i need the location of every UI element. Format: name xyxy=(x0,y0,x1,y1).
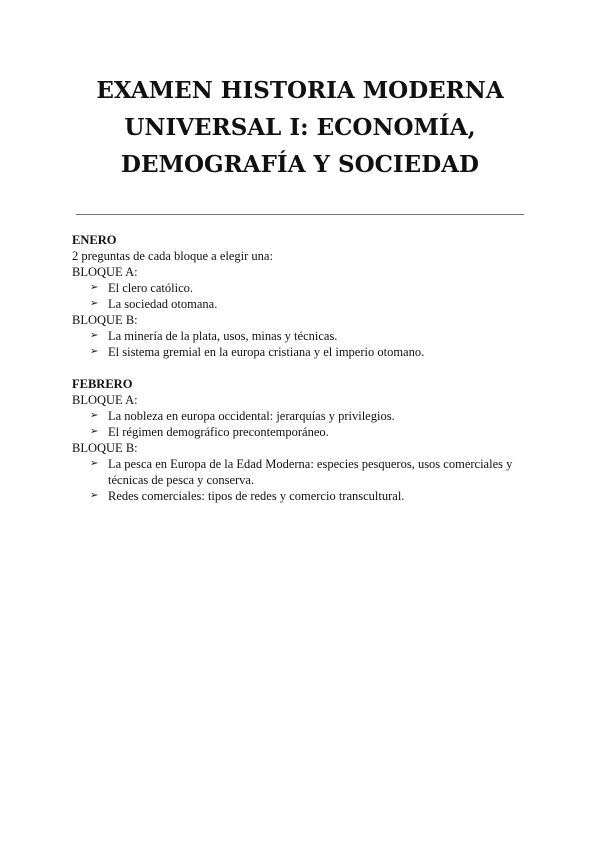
list-item xyxy=(72,424,542,440)
question-list xyxy=(72,408,542,440)
question-text: La nobleza en europa occidental: jerarquías y privilegios. xyxy=(108,409,395,423)
document-title xyxy=(60,72,540,183)
question-list xyxy=(72,280,542,312)
title-line: DEMOGRAFÍA Y SOCIEDAD xyxy=(121,151,479,178)
block-label: BLOQUE B: xyxy=(72,313,138,327)
list-item xyxy=(72,280,542,296)
question-list xyxy=(72,456,542,504)
arrow-bullet-icon: ➢ xyxy=(90,410,99,421)
arrow-bullet-icon: ➢ xyxy=(90,490,99,501)
list-item xyxy=(72,408,542,424)
arrow-bullet-icon: ➢ xyxy=(90,330,99,341)
section-month: FEBRERO xyxy=(72,377,133,391)
section-febrero xyxy=(72,376,542,504)
question-text: El clero católico. xyxy=(108,281,194,295)
question-text: Redes comerciales: tipos de redes y comercio transcultural. xyxy=(108,489,405,503)
section-enero xyxy=(72,232,542,360)
title-line: UNIVERSAL I: ECONOMÍA, xyxy=(124,114,476,141)
question-list xyxy=(72,328,542,360)
question-text: El sistema gremial en la europa cristiana y el imperio otomano. xyxy=(108,345,425,359)
exam-content xyxy=(72,232,542,504)
arrow-bullet-icon: ➢ xyxy=(90,346,99,357)
list-item xyxy=(72,296,542,312)
section-intro: 2 preguntas de cada bloque a elegir una: xyxy=(72,249,273,263)
title-line: EXAMEN HISTORIA MODERNA xyxy=(96,77,504,104)
arrow-bullet-icon: ➢ xyxy=(90,298,99,309)
block-label: BLOQUE A: xyxy=(72,393,138,407)
list-item xyxy=(72,328,542,344)
horizontal-divider xyxy=(76,214,524,215)
question-text: El régimen demográfico precontemporáneo. xyxy=(108,425,329,439)
block-label: BLOQUE B: xyxy=(72,441,138,455)
arrow-bullet-icon: ➢ xyxy=(90,458,99,469)
list-item xyxy=(72,488,542,504)
arrow-bullet-icon: ➢ xyxy=(90,426,99,437)
arrow-bullet-icon: ➢ xyxy=(90,282,99,293)
question-text: La minería de la plata, usos, minas y técnicas. xyxy=(108,329,338,343)
list-item xyxy=(72,456,542,488)
block-label: BLOQUE A: xyxy=(72,265,138,279)
section-month: ENERO xyxy=(72,233,117,247)
section-spacer xyxy=(72,360,542,376)
list-item xyxy=(72,344,542,360)
question-text: La pesca en Europa de la Edad Moderna: especies pesqueros, usos comerciales y técnicas de pesca y conserva. xyxy=(108,457,513,487)
question-text: La sociedad otomana. xyxy=(108,297,218,311)
